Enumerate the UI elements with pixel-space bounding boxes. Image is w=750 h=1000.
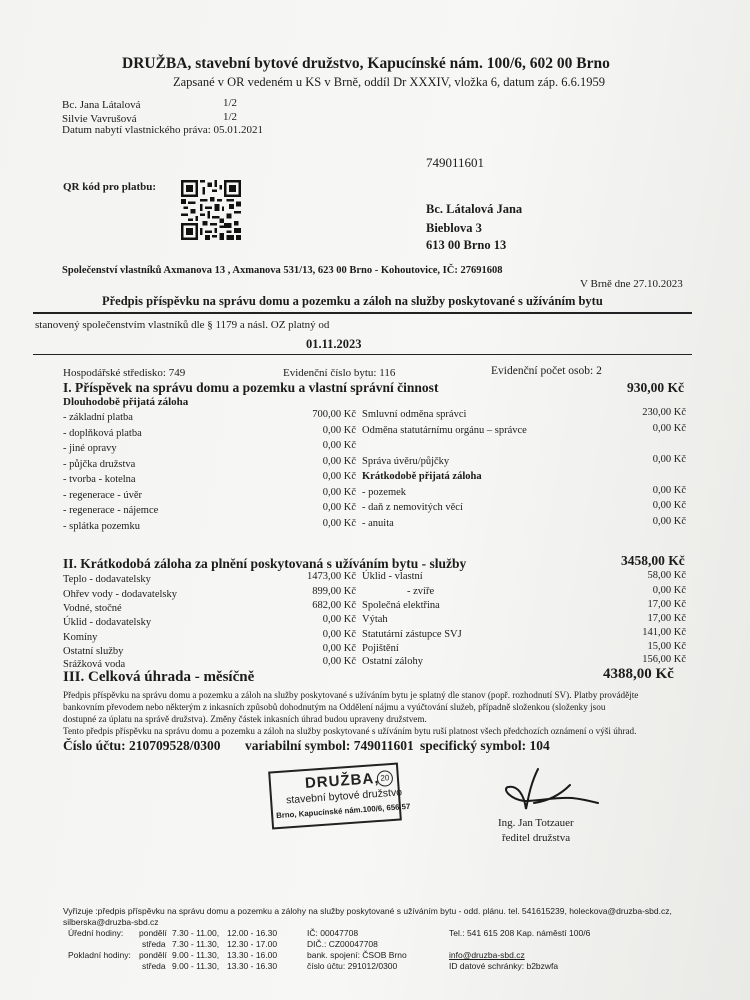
valid-rule	[33, 354, 692, 355]
footer-contact-1: Vyřizuje :předpis příspěvku na správu domu a pozemku a zálohy na služby poskytované s užíváním bytu - odd. plánu. tel. 541615239, holeckova@druzba-sbd.cz,	[63, 906, 672, 916]
s1-right-label: Smluvní odměna správci	[362, 409, 467, 420]
office-hours-1a: 7.30 - 11.00,	[172, 928, 220, 938]
section1-title: I. Příspěvek na správu domu a pozemku a vlastní správní činnost	[63, 380, 439, 395]
s2-left-value: 1473,00 Kč	[307, 571, 356, 582]
office-hours-label: Úřední hodiny:	[68, 928, 124, 938]
office-hours-2b: 12.30 - 17.00	[227, 939, 278, 949]
footer-dic: DIČ.: CZ00047708	[307, 939, 378, 949]
office-hours-2a: 7.30 - 11.30,	[172, 939, 220, 949]
s2-left-value: 0,00 Kč	[322, 629, 356, 640]
qr-code	[181, 180, 241, 240]
s1-right-label: - daň z nemovitých věcí	[362, 502, 463, 513]
s2-left-value: 682,00 Kč	[312, 600, 356, 611]
s2-left-label: Srážková voda	[63, 659, 126, 670]
recipient-name: Bc. Látalová Jana	[426, 202, 523, 216]
valid-from: 01.11.2023	[306, 337, 362, 351]
s1-left-value: 0,00 Kč	[322, 456, 356, 467]
account-number: Číslo účtu: 210709528/0300	[63, 738, 221, 753]
stamp-number: 20	[376, 770, 393, 787]
s1-left-label: - doplňková platba	[63, 428, 142, 439]
office-hours-1b: 12.00 - 16.30	[227, 928, 278, 938]
s2-left-label: Ohřev vody - dodavatelsky	[63, 589, 178, 600]
signature	[500, 765, 600, 815]
stamp-title: DRUŽBA,	[304, 769, 380, 793]
s1-left-value: 0,00 Kč	[322, 425, 356, 436]
s1-left-value: 700,00 Kč	[312, 409, 356, 420]
note-line-1: Předpis příspěvku na správu domu a pozemku a záloh na služby poskytované s užíváním bytu je splatný dle stanov (popř. rozhodnutí SV). Platby prováděјte	[63, 690, 639, 700]
s1-left-label: - splátka pozemku	[63, 521, 140, 532]
section2-total: 3458,00 Kč	[621, 553, 685, 568]
cash-day-2: středa	[142, 961, 166, 971]
s2-left-value: 0,00 Kč	[322, 614, 356, 625]
section2-title: II. Krátkodobá záloha za plnění poskytovaná s užíváním bytu - služby	[63, 556, 467, 571]
footer-contact-2: silberska@druzba-sbd.cz	[63, 917, 159, 927]
cash-hours-1b: 13.30 - 16.00	[227, 950, 278, 960]
persons-count: Evidenční počet osob: 2	[491, 365, 602, 377]
s2-right-value: 156,00 Kč	[642, 654, 686, 665]
footer-ico: IČ: 00047708	[307, 928, 359, 938]
svj-line: Společenství vlastníků Axmanova 13 , Axmanova 531/13, 623 00 Brno - Kohoutovice, IČ: 27691608	[62, 265, 503, 276]
s2-right-value: 0,00 Kč	[652, 585, 686, 596]
s2-right-value: 17,00 Kč	[647, 613, 686, 624]
note-line-2: bankovním převodem nebo některým z inkasních způsobů dohodnutým na Oddělení nájmu a vyúčtování služeb, případně složenkou (složenky jsou	[63, 702, 606, 712]
note-line-4: Tento předpis příspěvku na správu domu a pozemku a záloh na služby poskytované s užíváním bytu ruší platnost všech předchozích oznámení o výši úhrad.	[63, 726, 637, 736]
footer-databox: ID datové schránky: b2bzwfa	[449, 961, 559, 971]
s2-right-label: Pojištění	[362, 643, 399, 654]
s2-left-value: 899,00 Kč	[312, 586, 356, 597]
s1-left-label: - půjčka družstva	[63, 459, 136, 470]
s2-right-label: Výtah	[362, 614, 388, 625]
footer-account: číslo účtu: 291012/0300	[307, 961, 398, 971]
s1-right-value: 0,00 Kč	[652, 485, 686, 496]
s1-right-value: 0,00 Kč	[652, 516, 686, 527]
s2-left-label: Teplo - dodavatelsky	[63, 574, 151, 585]
cash-hours-2a: 9.00 - 11.30,	[172, 961, 220, 971]
qr-label: QR kód pro platbu:	[63, 181, 157, 193]
issue-date: V Brně dne 27.10.2023	[580, 278, 683, 290]
record-number: Evidenční číslo bytu: 116	[283, 367, 396, 379]
s1-left-label: - tvorba - kotelna	[63, 474, 136, 485]
s1-right-value: 0,00 Kč	[652, 454, 686, 465]
footer-bank: bank. spojení: ČSOB Brno	[307, 950, 407, 960]
s1-right-value: 230,00 Kč	[642, 407, 686, 418]
s2-right-label: Úklid - vlastní	[362, 571, 423, 582]
section3-title: III. Celková úhrada - měsíčně	[63, 669, 255, 685]
stamp-line-3: Brno, Kapucínské nám.100/6, 656 57	[275, 801, 411, 821]
s1-right-value: 0,00 Kč	[652, 500, 686, 511]
s1-right-heading: Krátkodobě přijatá záloha	[362, 471, 482, 482]
cash-hours-1a: 9.00 - 11.30,	[172, 950, 220, 960]
cash-hours-label: Pokladní hodiny:	[68, 950, 131, 960]
s2-left-value: 0,00 Kč	[322, 656, 356, 667]
s2-left-label: Vodné, stočné	[63, 603, 122, 614]
recipient-city: 613 00 Brno 13	[426, 238, 507, 252]
s1-right-label: - anuita	[362, 518, 394, 529]
s2-left-label: Komíny	[63, 632, 98, 643]
section3-total: 4388,00 Kč	[603, 666, 674, 682]
header-title: DRUŽBA, stavební bytové družstvo, Kapucínské nám. 100/6, 602 00 Brno	[122, 55, 610, 72]
owner-2: Silvie Vavrušová	[62, 113, 137, 125]
document-title: Předpis příspěvku na správu domu a pozemku a záloh na služby poskytované s užíváním bytu	[102, 294, 603, 308]
office-day-1: pondělí	[139, 928, 167, 938]
signatory-name: Ing. Jan Totzauer	[498, 817, 574, 829]
s2-right-value: 141,00 Kč	[642, 627, 686, 638]
section1-total: 930,00 Kč	[627, 380, 684, 395]
specific-symbol: specifický symbol: 104	[420, 738, 550, 753]
s1-left-label: - základní platba	[63, 412, 133, 423]
header-subtitle: Zapsané v OR vedeném u KS v Brně, oddíl Dr XXXIV, vložka 6, datum záp. 6.6.1959	[173, 75, 605, 89]
s1-left-label: - regenerace - nájemce	[63, 505, 159, 516]
s2-right-label: Ostatní zálohy	[362, 656, 423, 667]
owner-1-share: 1/2	[223, 97, 238, 109]
acquisition-date: Datum nabytí vlastnického práva: 05.01.2021	[62, 124, 264, 136]
footer-email-link[interactable]: info@druzba-sbd.cz	[449, 950, 525, 960]
s1-left-value: 0,00 Kč	[322, 518, 356, 529]
owner-2-share: 1/2	[223, 111, 238, 123]
variable-symbol: variabilní symbol: 749011601	[245, 738, 414, 753]
s1-left-value: 0,00 Kč	[322, 440, 356, 451]
note-line-3: dostupné za úplatu na správě družstva). Změny částek inkasních úhrad budou upraveny družstvem.	[63, 714, 427, 724]
s1-right-label: - pozemek	[362, 487, 407, 498]
office-day-2: středa	[142, 939, 166, 949]
s2-left-label: Ostatní služby	[63, 646, 124, 657]
cooperative-stamp	[268, 763, 411, 830]
stamp-line-2: stavební bytové družstvo	[285, 786, 403, 807]
cash-day-1: pondělí	[139, 950, 167, 960]
s1-left-label: - regenerace - úvěr	[63, 490, 142, 501]
s1-left-value: 0,00 Kč	[322, 471, 356, 482]
s2-right-label: - zvíře	[407, 586, 435, 597]
section1-left-heading: Dlouhodobě přijatá záloha	[63, 396, 189, 408]
s2-right-label: Statutární zástupce SVJ	[362, 629, 462, 640]
recipient-street: Bieblova 3	[426, 221, 482, 235]
s2-left-value: 0,00 Kč	[322, 643, 356, 654]
footer-phone: Tel.: 541 615 208 Kap. náměstí 100/6	[449, 928, 591, 938]
cash-hours-2b: 13.30 - 16.30	[227, 961, 278, 971]
reference-number: 749011601	[426, 155, 485, 170]
s2-right-value: 17,00 Kč	[647, 599, 686, 610]
s2-right-value: 58,00 Kč	[647, 570, 686, 581]
owner-1: Bc. Jana Látalová	[62, 99, 141, 111]
s2-right-value: 15,00 Kč	[647, 641, 686, 652]
title-rule	[33, 312, 692, 314]
cost-center: Hospodářské středisko: 749	[63, 367, 186, 379]
s1-left-label: - jiné opravy	[63, 443, 117, 454]
s1-right-label: Správa úvěru/půjčky	[362, 456, 450, 467]
s1-right-label: Odměna statutárnímu orgánu – správce	[362, 425, 527, 436]
s1-right-value: 0,00 Kč	[652, 423, 686, 434]
s2-right-label: Společná elektřina	[362, 600, 440, 611]
determined-by: stanovený společenstvím vlastníků dle § 1179 a násl. OZ platný od	[35, 319, 330, 331]
s1-left-value: 0,00 Kč	[322, 502, 356, 513]
signatory-role: ředitel družstva	[502, 832, 571, 844]
s2-left-label: Úklid - dodavatelsky	[63, 617, 152, 628]
s1-left-value: 0,00 Kč	[322, 487, 356, 498]
